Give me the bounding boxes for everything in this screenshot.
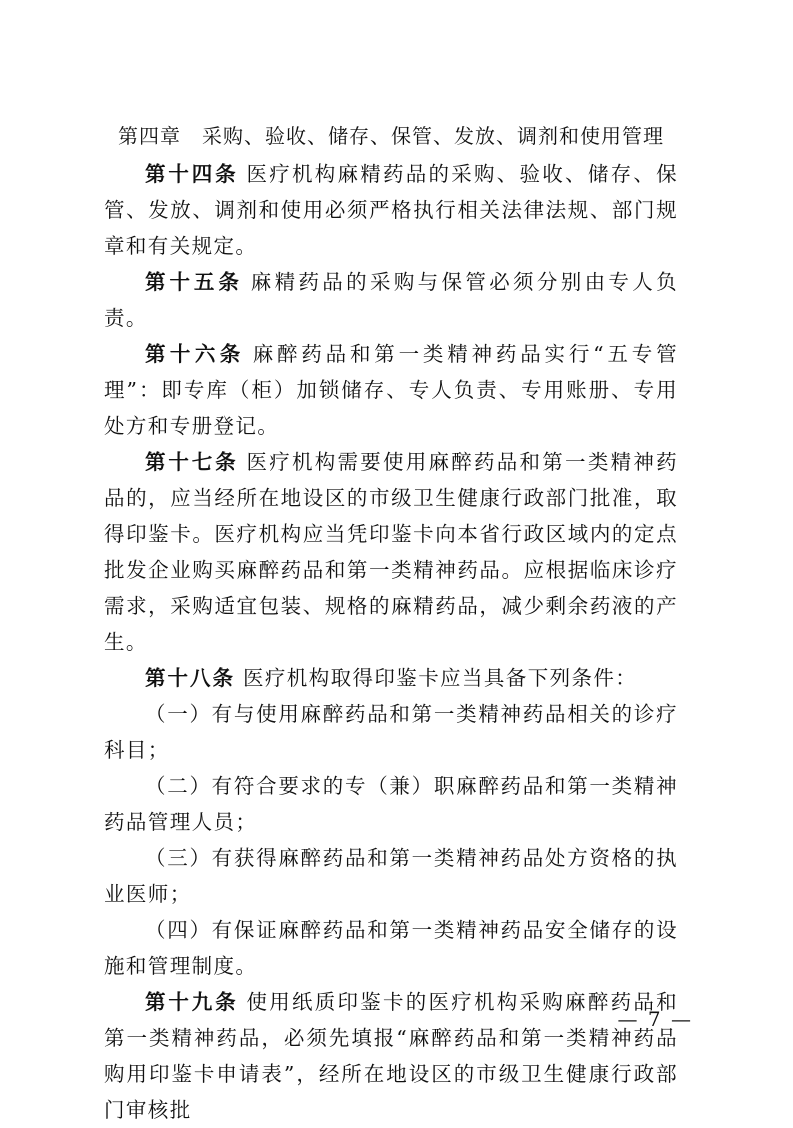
article-text: 医疗机构需要使用麻醉药品和第一类精神药品的，应当经所在地设区的市级卫生健康行政部门批准，取得印鉴卡。医疗机构应当凭印鉴卡向本省行政区域内的定点批发企业购买麻醉药品和第一类精神药品。应根据临床诊疗需求，采购适宜包装、规格的麻精药品，减少剩余药液的产生。 (104, 450, 678, 654)
page-number: — 7 — (617, 1007, 693, 1031)
article-number: 第十八条 (145, 666, 235, 690)
article-14 (104, 156, 678, 264)
article-17 (104, 444, 678, 660)
article-15 (104, 264, 678, 336)
article-18 (104, 660, 678, 696)
article-text: 使用纸质印鉴卡的医疗机构采购麻醉药品和第一类精神药品，必须先填报“麻醉药品和第一类精神药品购用印鉴卡申请表”，经所在地设区的市级卫生健康行政部门审核批 (104, 990, 678, 1122)
condition-item: （二）有符合要求的专（兼）职麻醉药品和第一类精神药品管理人员； (104, 774, 678, 834)
document-body (104, 156, 678, 1128)
article-number: 第十六条 (145, 342, 245, 366)
article-text: 麻醉药品和第一类精神药品实行“五专管理”：即专库（柜）加锁储存、专人负责、专用账册、专用处方和专册登记。 (104, 342, 679, 438)
article-number: 第十七条 (145, 450, 239, 474)
article-19 (104, 984, 678, 1128)
condition-item: （四）有保证麻醉药品和第一类精神药品安全储存的设施和管理制度。 (104, 918, 678, 978)
article-text: 医疗机构麻精药品的采购、验收、储存、保管、发放、调剂和使用必须严格执行相关法律法规、部门规章和有关规定。 (104, 162, 678, 258)
condition-item: （三）有获得麻醉药品和第一类精神药品处方资格的执业医师； (104, 846, 678, 906)
article-text: 麻精药品的采购与保管必须分别由专人负责。 (104, 270, 679, 330)
article-16 (104, 336, 678, 444)
article-number: 第十九条 (145, 990, 239, 1014)
condition-item: （一）有与使用麻醉药品和第一类精神药品相关的诊疗科目； (104, 702, 678, 762)
article-text: 医疗机构取得印鉴卡应当具备下列条件： (243, 666, 638, 690)
article-number: 第十五条 (145, 270, 243, 294)
article-number: 第十四条 (145, 162, 239, 186)
chapter-title: 第四章 采购、验收、储存、保管、发放、调剂和使用管理 (118, 124, 664, 148)
